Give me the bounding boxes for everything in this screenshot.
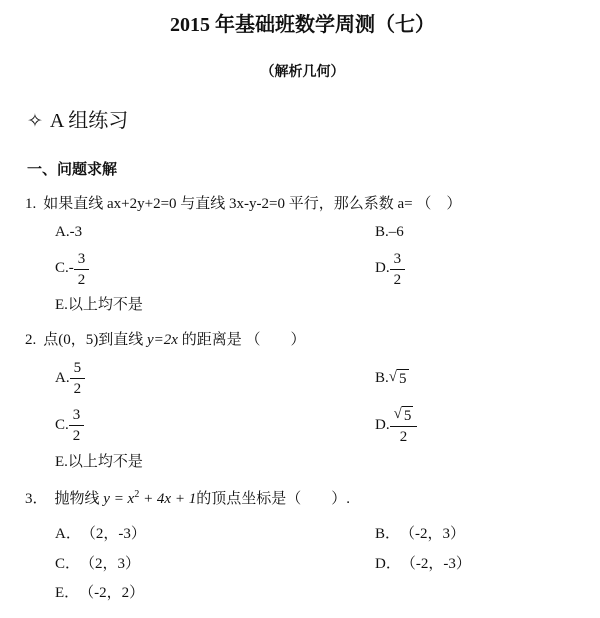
question-1-number: 1.	[25, 195, 37, 212]
question-3-equation-pre: y = x	[103, 490, 135, 507]
option-1c-label: C.	[55, 260, 69, 277]
option-3b	[375, 525, 465, 545]
radicand: 5	[399, 371, 407, 388]
question-1-text	[25, 194, 580, 214]
fraction-denominator: 2	[73, 381, 82, 398]
option-2b-sqrt	[389, 369, 409, 388]
fraction-numerator: 3	[390, 250, 406, 270]
fraction-numerator: 5	[70, 359, 86, 379]
option-1c-fraction	[74, 250, 90, 289]
question-2-stem-pre: 点(0，5)到直线	[43, 332, 147, 349]
option-3a-label: A．	[55, 526, 81, 543]
question-3	[25, 488, 580, 604]
question-3-options	[55, 525, 580, 604]
option-1d-fraction	[390, 250, 406, 289]
option-3e-label: E．	[55, 585, 80, 602]
question-2	[25, 330, 580, 473]
option-1b-label: B.	[375, 224, 389, 241]
fraction-denominator: 2	[77, 271, 86, 288]
option-3d	[375, 555, 471, 575]
option-3d-label: D．	[375, 555, 401, 572]
section-heading	[27, 109, 580, 134]
option-3b-label: B．	[375, 526, 401, 543]
fraction-numerator-sqrt	[390, 405, 418, 427]
question-1-options	[55, 223, 580, 315]
subsection-heading: 一、问题求解	[27, 161, 118, 178]
option-1a-label: A.	[55, 224, 70, 241]
option-2c-fraction	[69, 406, 85, 445]
diamond-icon: ✧	[27, 111, 43, 132]
option-3a	[55, 525, 146, 545]
radicand: 5	[403, 408, 412, 425]
option-3c-value: （2，3）	[80, 555, 141, 572]
option-2a-fraction	[70, 359, 86, 398]
option-2e-label: E.	[55, 454, 68, 471]
option-3e	[55, 584, 144, 604]
option-3d-value: （-2，-3）	[400, 555, 471, 572]
option-1c-sign: -	[68, 260, 74, 277]
question-3-number: 3．	[25, 490, 48, 507]
option-3b-value: （-2，3）	[400, 526, 466, 543]
question-2-stem-post: 的距离是 （ ）	[177, 332, 306, 349]
option-2e	[55, 453, 143, 473]
page-subtitle: （解析几何）	[260, 65, 345, 80]
option-3e-value: （-2，2）	[79, 585, 145, 602]
option-1b-value: –6	[388, 224, 404, 241]
option-2d-label: D.	[375, 417, 390, 434]
sqrt-expression	[394, 406, 414, 425]
option-1b	[375, 223, 404, 243]
option-1e-label: E.	[55, 296, 68, 313]
question-3-text	[25, 488, 580, 509]
option-1a	[55, 223, 82, 243]
question-3-stem-post: 的顶点坐标是（ ）.	[196, 490, 350, 507]
exponent: 2	[134, 488, 140, 500]
question-2-options	[55, 359, 580, 473]
option-1d-label: D.	[375, 260, 390, 277]
fraction-numerator: 3	[74, 250, 90, 270]
option-1d	[375, 250, 405, 289]
fraction-denominator: 2	[72, 428, 81, 445]
option-2e-value: 以上均不是	[67, 454, 143, 471]
option-3c-label: C．	[55, 555, 81, 572]
radical-symbol: √	[388, 369, 397, 386]
radical-symbol: √	[393, 406, 402, 423]
option-2b	[375, 369, 409, 389]
option-2b-label: B.	[375, 370, 389, 387]
fraction-numerator: 3	[69, 406, 85, 426]
question-2-equation: y=2x	[147, 332, 178, 349]
question-1-stem: 如果直线 ax+2y+2=0 与直线 3x-y-2=0 平行，那么系数 a= （ ）	[43, 195, 462, 212]
option-2d	[375, 405, 417, 446]
question-3-equation-post: + 4x + 1	[139, 490, 197, 507]
option-2a-label: A.	[55, 370, 70, 387]
option-1c	[55, 250, 89, 289]
fraction-denominator: 2	[399, 429, 408, 446]
question-1	[25, 194, 580, 315]
option-2a	[55, 359, 85, 398]
question-3-stem-pre: 抛物线	[54, 490, 104, 507]
option-2c-label: C.	[55, 417, 69, 434]
question-2-number: 2.	[25, 332, 37, 349]
option-2c	[55, 406, 84, 445]
option-1e	[55, 296, 143, 316]
section-heading-label: A 组练习	[49, 110, 129, 132]
fraction-denominator: 2	[393, 271, 402, 288]
option-1a-value: -3	[69, 224, 83, 241]
option-1e-value: 以上均不是	[67, 296, 143, 313]
page-title: 2015 年基础班数学周测（七）	[170, 14, 435, 36]
option-2d-fraction	[390, 405, 418, 446]
option-3c	[55, 555, 140, 575]
option-3a-value: （2，-3）	[80, 526, 146, 543]
question-2-text	[25, 330, 580, 350]
